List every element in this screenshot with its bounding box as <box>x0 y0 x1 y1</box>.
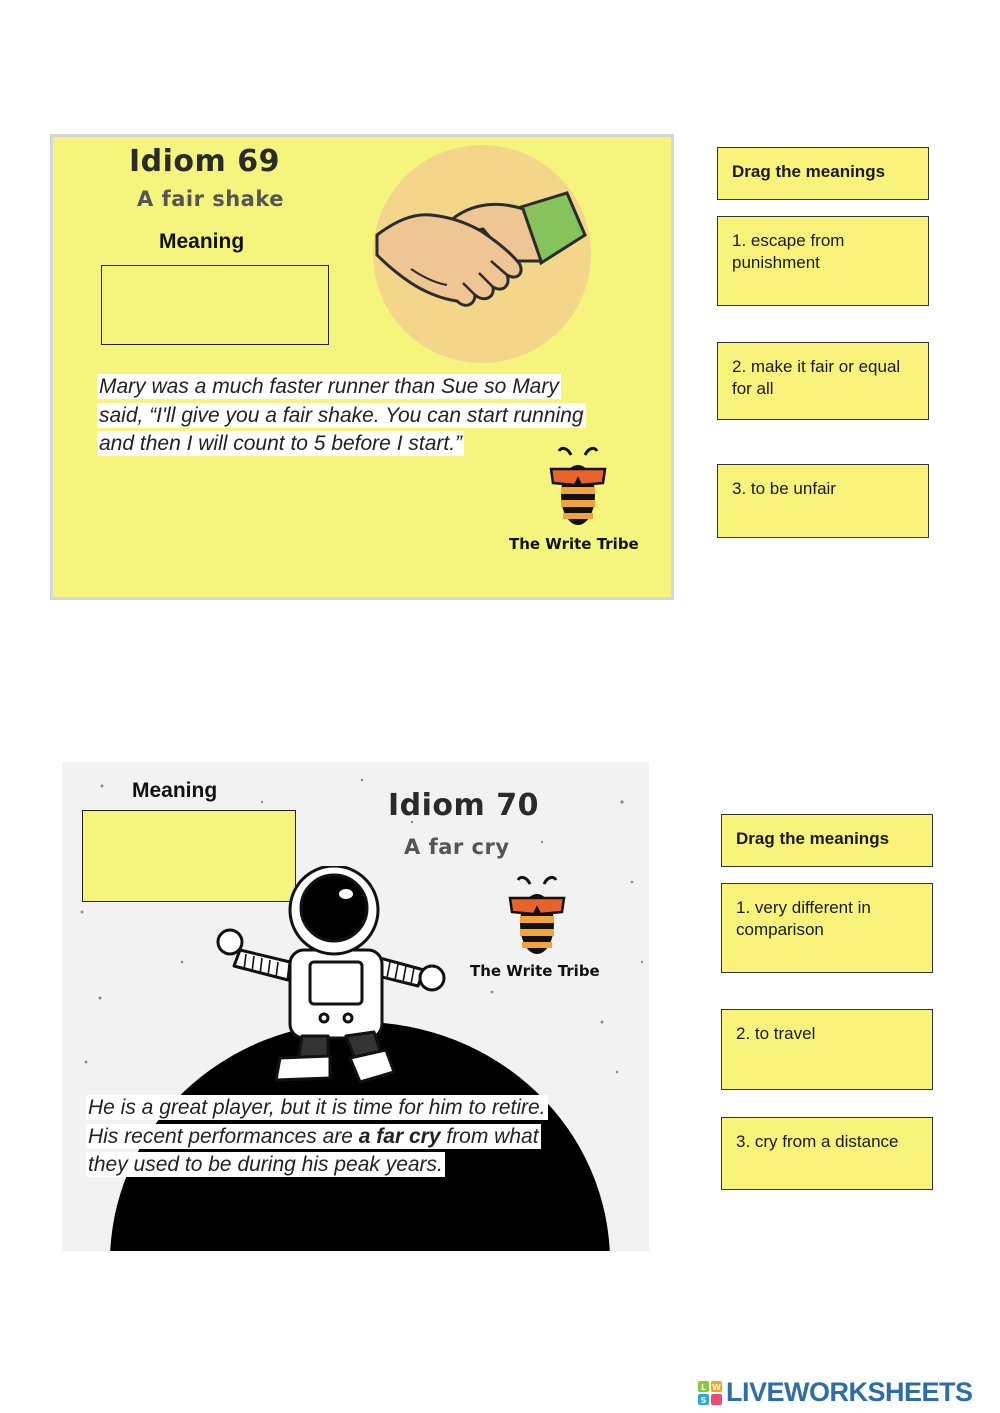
drag-header: Drag the meanings <box>717 147 929 200</box>
meaning-label: Meaning <box>159 230 245 253</box>
example-sentence <box>86 1094 626 1180</box>
logo-mark-letter: S <box>700 1396 707 1405</box>
idiom-subtitle: A far cry <box>404 835 510 859</box>
liveworksheets-logo <box>698 1378 994 1408</box>
logo-mark-letter: L <box>700 1383 707 1392</box>
sentence-line: He is a great player, but it is time for him to retire. <box>88 1096 546 1119</box>
idiom-title: Idiom 69 <box>129 144 280 179</box>
draggable-meaning[interactable]: 3. cry from a distance <box>721 1117 933 1190</box>
bee-logo-icon <box>545 445 611 535</box>
drag-header: Drag the meanings <box>721 814 933 867</box>
draggable-meaning[interactable]: 2. to travel <box>721 1009 933 1090</box>
draggable-meaning[interactable]: 1. escape from punishment <box>717 216 929 306</box>
bee-logo-icon <box>504 874 570 964</box>
liveworksheets-mark-icon <box>698 1381 722 1405</box>
handshake-icon <box>371 143 593 365</box>
sentence-line: and then I will count to 5 before I start.” <box>99 432 463 455</box>
draggable-meaning[interactable]: 2. make it fair or equal for all <box>717 342 929 420</box>
idiom-title: Idiom 70 <box>388 788 539 823</box>
idiom-70-card <box>62 762 649 1251</box>
sentence-line: said, “I'll give you a fair shake. You can start running <box>99 403 584 427</box>
sentence-line: they used to be during his peak years. <box>88 1153 443 1176</box>
idiom-highlight: a far cry <box>358 1124 441 1148</box>
meaning-drop-box[interactable] <box>101 265 329 345</box>
idiom-subtitle: A fair shake <box>137 187 285 211</box>
astronaut-icon <box>210 866 460 1088</box>
meaning-label: Meaning <box>132 779 218 802</box>
brand-name: The Write Tribe <box>509 535 639 553</box>
draggable-meaning[interactable]: 3. to be unfair <box>717 464 929 538</box>
sentence-line: Mary was a much faster runner than Sue so Mary <box>99 375 559 398</box>
brand-name: The Write Tribe <box>470 962 600 980</box>
draggable-meaning[interactable]: 1. very different in comparison <box>721 883 933 973</box>
sentence-line: His recent performances are a far cry from what <box>88 1124 539 1148</box>
idiom-69-card <box>50 134 674 600</box>
logo-mark-letter: W <box>712 1383 721 1392</box>
logo-text: LIVEWORKSHEETS <box>726 1377 973 1407</box>
